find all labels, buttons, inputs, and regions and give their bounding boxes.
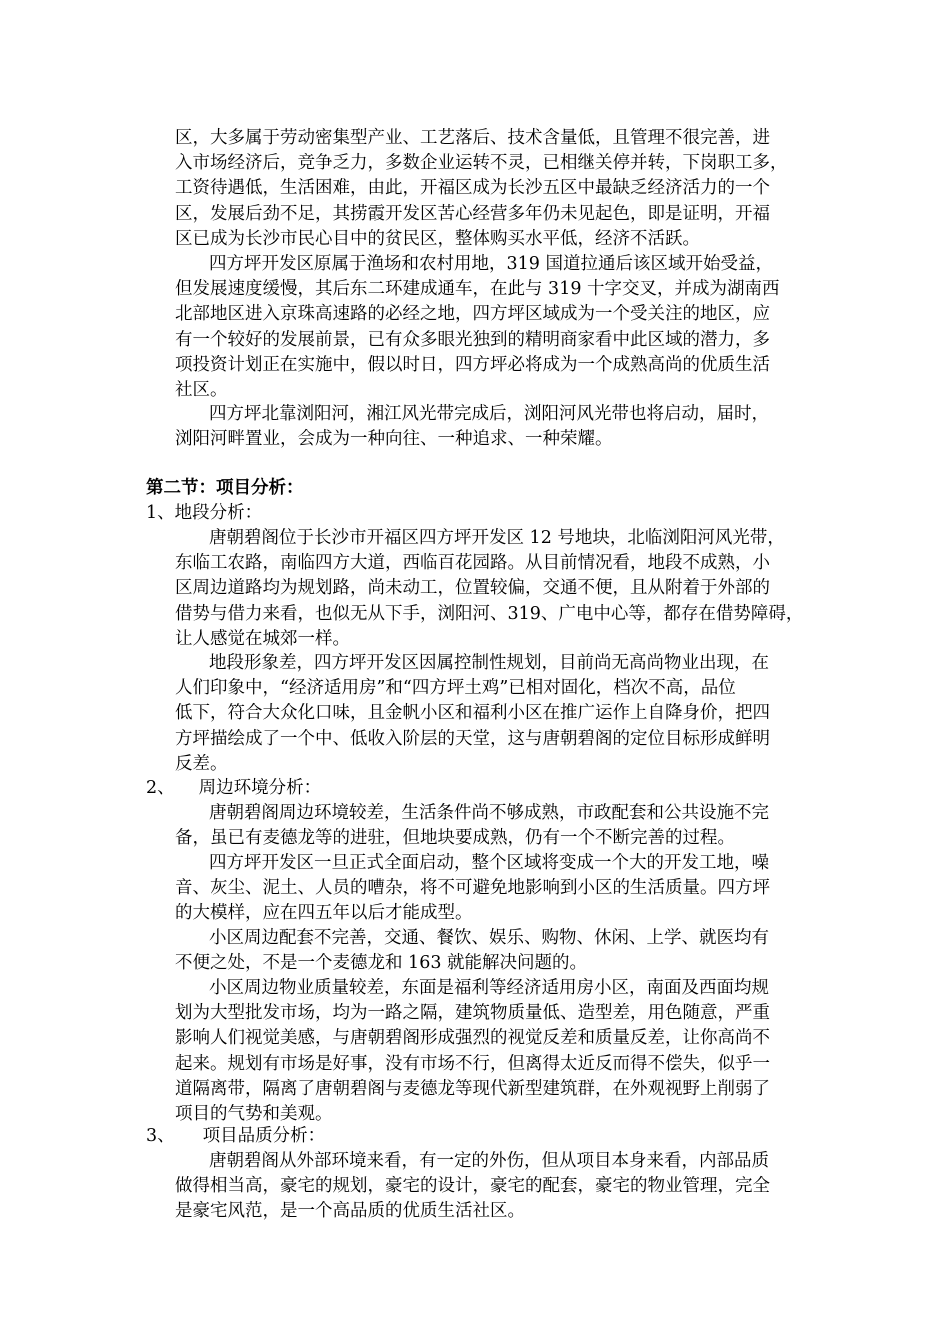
paragraph-kaifu-district [175,126,788,252]
subsection-title: 周边环境分析： [198,778,322,798]
subsection-number: 3、 [146,1126,175,1146]
text-line: 人们印象中，“经济适用房”和“四方坪土鸡”已相对固化，档次不高，品位 [175,678,736,699]
text-line: 东临工农路，南临四方大道，西临百花园路。从目前情况看，地段不成熟，小 [175,553,770,574]
text-line: 工资待遇低，生活困难，由此，开福区成为长沙五区中最缺乏经济活力的一个 [175,178,770,199]
text-line: 唐朝碧阁从外部环境来看，有一定的外伤，但从项目本身来看，内部品质 [209,1151,769,1171]
text-line: 起来。规划有市场是好事，没有市场不行，但离得太近反而得不偿失，似乎一 [175,1053,770,1074]
subsection-environment-heading [146,776,321,801]
text-line: 小区周边配套不完善，交通、餐饮、娱乐、购物、休闲、上学、就医均有 [209,928,769,948]
subsection-location-heading [146,501,262,526]
paragraph-location-1 [175,526,803,652]
text-line: 但发展速度缓慢，其后东二环建成通车，在此与 319 十字交叉，并成为湖南西 [175,279,780,300]
paragraph-environment-3 [175,926,769,976]
text-line: 反差。 [175,753,228,774]
subsection-title: 地段分析： [174,503,263,523]
paragraph-sifangping-development [175,252,780,403]
paragraph-liuyang-river [175,402,769,452]
text-line: 借势与借力来看，也似无从下手，浏阳河、319、广电中心等，都存在借势障碍， [175,603,804,624]
text-line: 唐朝碧阁周边环境较差，生活条件尚不够成熟，市政配套和公共设施不完 [209,803,769,823]
text-line: 入市场经济后，竞争乏力，多数企业运转不灵，已相继关停并转，下岗职工多， [175,153,788,174]
text-line: 让人感觉在城郊一样。 [175,628,350,649]
text-line: 四方坪开发区原属于渔场和农村用地，319 国道拉通后该区域开始受益， [209,254,773,274]
text-line: 区周边道路均为规划路，尚未动工，位置较偏，交通不便，且从附着于外部的 [175,578,770,599]
text-line: 浏阳河畔置业，会成为一种向往、一种追求、一种荣耀。 [175,429,613,450]
paragraph-environment-4 [175,976,770,1127]
text-line: 做得相当高，豪宅的规划，豪宅的设计，豪宅的配套，豪宅的物业管理，完全 [175,1176,770,1197]
paragraph-environment-1 [175,801,769,851]
text-line: 道隔离带，隔离了唐朝碧阁与麦德龙等现代新型建筑群，在外观视野上削弱了 [175,1078,770,1099]
text-line: 四方坪北靠浏阳河，湘江风光带完成后，浏阳河风光带也将启动，届时， [209,404,769,424]
text-line: 项投资计划正在实施中，假以时日，四方坪必将成为一个成熟高尚的优质生活 [175,354,770,375]
text-line: 小区周边物业质量较差，东面是福利等经济适用房小区，南面及西面均规 [209,978,769,998]
text-line: 划为大型批发市场，均为一路之隔，建筑物质量低、造型差，用色随意，严重 [175,1003,770,1024]
text-line: 地段形象差，四方坪开发区因属控制性规划，目前尚无高尚物业出现，在 [209,653,769,673]
text-line: 区，发展后劲不足，其捞霞开发区苦心经营多年仍未见起色，即是证明，开福 [175,203,770,224]
text-line: 有一个较好的发展前景，已有众多眼光独到的精明商家看中此区域的潜力，多 [175,329,770,350]
paragraph-environment-2 [175,851,770,927]
text-line: 区，大多属于劳动密集型产业、工艺落后、技术含量低，且管理不很完善，进 [175,128,770,148]
subsection-title: 项目品质分析： [202,1126,326,1146]
text-line: 四方坪开发区一旦正式全面启动，整个区域将变成一个大的开发工地，噪 [209,853,769,873]
text-line: 影响人们视觉美感，与唐朝碧阁形成强烈的视觉反差和质量反差，让你高尚不 [175,1028,770,1049]
paragraph-location-2 [175,651,770,777]
subsection-quality-heading [146,1124,325,1149]
subsection-number: 2、 [146,778,175,798]
text-line: 备，虽已有麦德龙等的进驻，但地块要成熟，仍有一个不断完善的过程。 [175,828,735,849]
text-line: 是豪宅风范，是一个高品质的优质生活社区。 [175,1201,525,1222]
section-heading: 第二节：项目分析： [146,478,304,498]
text-line: 社区。 [175,379,228,400]
text-line: 音、灰尘、泥土、人员的嘈杂，将不可避免地影响到小区的生活质量。四方坪 [175,878,770,899]
text-line: 唐朝碧阁位于长沙市开福区四方坪开发区 12 号地块，北临浏阳河风光带， [209,528,785,548]
text-line: 北部地区进入京珠高速路的必经之地，四方坪区域成为一个受关注的地区，应 [175,304,770,325]
text-line: 不便之处，不是一个麦德龙和 163 就能解决问题的。 [175,953,588,974]
text-line: 低下，符合大众化口味，且金帆小区和福利小区在推广运作上自降身价，把四 [175,703,770,724]
subsection-number: 1、 [146,503,175,523]
text-line: 方坪描绘成了一个中、低收入阶层的天堂，这与唐朝碧阁的定位目标形成鲜明 [175,728,770,749]
text-line: 的大模样，应在四五年以后才能成型。 [175,903,473,924]
text-line: 区已成为长沙市民心目中的贫民区，整体购买水平低，经济不活跃。 [175,228,700,249]
paragraph-quality-1 [175,1149,770,1225]
text-line: 项目的气势和美观。 [175,1103,333,1124]
